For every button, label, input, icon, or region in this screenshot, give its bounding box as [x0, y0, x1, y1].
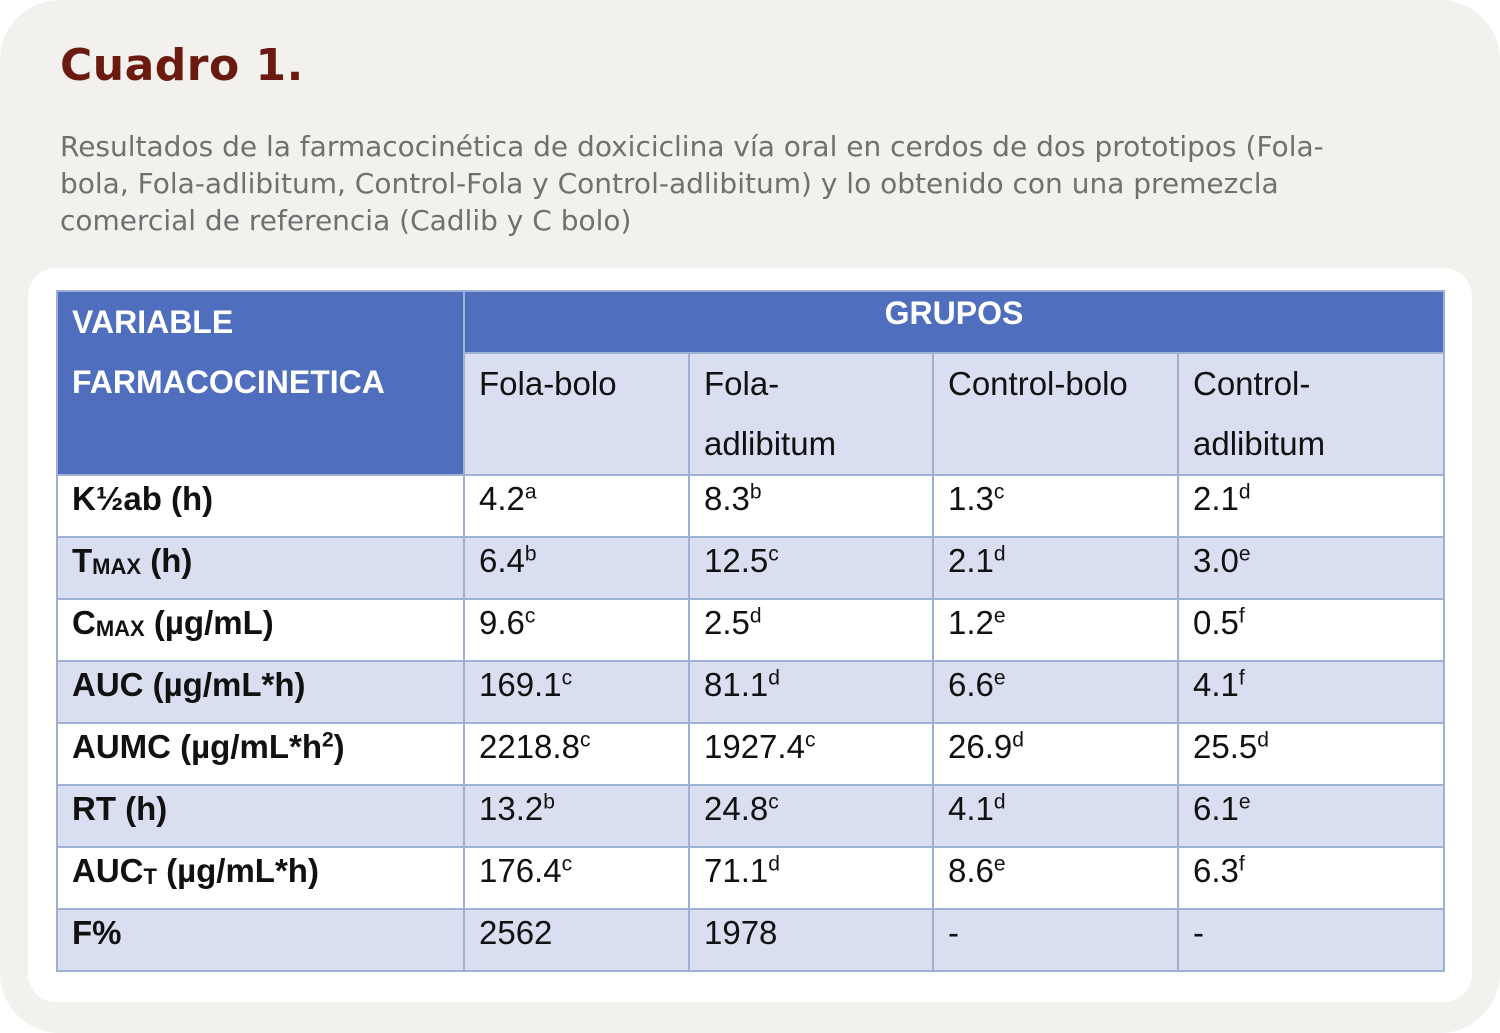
value: 6.3	[1193, 852, 1239, 889]
value-cell	[933, 537, 1178, 599]
value-cell	[689, 475, 933, 537]
value: 2.1	[948, 542, 994, 579]
significance-letter: f	[1238, 666, 1245, 690]
value: 25.5	[1193, 728, 1258, 765]
significance-letter: e	[1238, 542, 1251, 566]
group-header-fola-adlibitum	[689, 353, 933, 475]
value: 4.1	[948, 790, 994, 827]
variable-subscript: MAX	[95, 616, 145, 642]
value-cell	[464, 909, 689, 971]
significance-letter: d	[749, 604, 762, 628]
value-cell	[1178, 723, 1444, 785]
value-cell	[689, 599, 933, 661]
significance-letter: c	[768, 790, 779, 814]
value-cell	[1178, 909, 1444, 971]
significance-letter: c	[768, 542, 779, 566]
significance-letter: d	[768, 852, 780, 876]
table-row	[57, 909, 1444, 971]
value: 8.6	[948, 852, 994, 889]
variable-name: C	[72, 604, 96, 641]
variable-header-line2: FARMACOCINETICA	[72, 364, 385, 400]
value: 2.5	[704, 604, 750, 641]
significance-letter: f	[1238, 604, 1245, 628]
significance-letter: c	[579, 728, 591, 752]
significance-letter: d	[993, 790, 1006, 814]
group-header-control-adlibitum	[1178, 353, 1444, 475]
variable-header	[57, 291, 464, 475]
value-cell	[1178, 599, 1444, 661]
variable-subscript: MAX	[92, 554, 142, 580]
significance-letter: c	[993, 480, 1005, 504]
variable-cell	[57, 909, 464, 971]
significance-letter: d	[1257, 728, 1269, 752]
value-cell	[933, 661, 1178, 723]
value: 3.0	[1193, 542, 1239, 579]
significance-letter: f	[1238, 852, 1245, 876]
variable-cell	[57, 723, 464, 785]
variable-name: AUC	[72, 852, 144, 889]
value-cell	[689, 909, 933, 971]
variable-cell	[57, 599, 464, 661]
significance-letter: d	[993, 542, 1006, 566]
group-header-line1: Fola-bolo	[479, 365, 617, 402]
table-row	[57, 599, 1444, 661]
value-cell	[689, 537, 933, 599]
value: 81.1	[704, 666, 769, 703]
table-row	[57, 785, 1444, 847]
variable-name: F%	[72, 914, 122, 951]
variable-name: AUMC (µg/mL*h	[72, 728, 322, 765]
group-header-fola-bolo	[464, 353, 689, 475]
significance-letter: c	[561, 666, 573, 690]
value-cell	[464, 785, 689, 847]
value-cell	[464, 847, 689, 909]
value-cell	[464, 599, 689, 661]
value: 1927.4	[704, 728, 805, 765]
group-header-line2: adlibitum	[1193, 425, 1326, 462]
value-cell	[933, 723, 1178, 785]
value: 6.4	[479, 542, 525, 579]
value-cell	[1178, 475, 1444, 537]
table-body	[57, 475, 1444, 971]
value: 6.6	[948, 666, 994, 703]
table-caption: Resultados de la farmacocinética de doxiciclina vía oral en cerdos de dos prototipos (Fola-bola, Fola-adlibitum, Control-Fola y Control-adlibitum) y lo obtenido con una premezcla comercial de referencia (Cadlib y C bolo)	[60, 130, 1324, 237]
value: 1978	[704, 914, 778, 951]
group-header-line1: Control-bolo	[948, 365, 1128, 402]
variable-cell	[57, 661, 464, 723]
significance-letter: a	[524, 480, 537, 504]
value-cell	[464, 723, 689, 785]
variable-name: RT (h)	[72, 790, 168, 827]
value: 12.5	[704, 542, 769, 579]
value: 169.1	[479, 666, 562, 703]
group-header-line1: Fola-	[704, 365, 780, 402]
value: 0.5	[1193, 604, 1239, 641]
value-cell	[1178, 661, 1444, 723]
table-row	[57, 661, 1444, 723]
significance-letter: b	[749, 480, 762, 504]
significance-letter: c	[561, 852, 573, 876]
significance-letter: e	[993, 666, 1006, 690]
variable-cell	[57, 785, 464, 847]
value: -	[948, 914, 959, 951]
group-header-control-bolo	[933, 353, 1178, 475]
pharmacokinetics-table	[56, 290, 1445, 972]
value-cell	[464, 661, 689, 723]
variable-name: T	[72, 542, 93, 579]
value-cell	[933, 847, 1178, 909]
significance-letter: b	[543, 790, 555, 814]
table-title: Cuadro 1.	[60, 40, 304, 91]
variable-unit: (h)	[141, 542, 193, 579]
value: 1.3	[948, 480, 994, 517]
value-cell	[933, 475, 1178, 537]
variable-name: AUC (µg/mL*h)	[72, 666, 306, 703]
group-header-line1: Control-	[1193, 365, 1311, 402]
significance-letter: b	[524, 542, 537, 566]
value-cell	[464, 537, 689, 599]
variable-unit: (µg/mL)	[144, 604, 274, 641]
variable-superscript: 2	[321, 728, 334, 752]
group-header-line2: adlibitum	[704, 425, 837, 462]
variable-unit: (µg/mL*h)	[156, 852, 319, 889]
table-row	[57, 723, 1444, 785]
table-row	[57, 475, 1444, 537]
significance-letter: e	[1238, 790, 1251, 814]
value-cell	[689, 723, 933, 785]
value: 9.6	[479, 604, 525, 641]
groups-header: GRUPOS	[464, 291, 1444, 353]
value: 8.3	[704, 480, 750, 517]
value: 24.8	[704, 790, 769, 827]
value-cell	[689, 847, 933, 909]
significance-letter: c	[524, 604, 536, 628]
significance-letter: d	[1012, 728, 1024, 752]
value-cell	[689, 785, 933, 847]
value: 2218.8	[479, 728, 580, 765]
value-cell	[1178, 847, 1444, 909]
value-cell	[689, 661, 933, 723]
variable-subscript: T	[143, 864, 157, 890]
value-cell	[933, 909, 1178, 971]
value-cell	[1178, 785, 1444, 847]
variable-unit: )	[333, 728, 345, 765]
value: -	[1193, 914, 1204, 951]
value: 4.1	[1193, 666, 1239, 703]
value-cell	[1178, 537, 1444, 599]
value: 6.1	[1193, 790, 1239, 827]
significance-letter: c	[804, 728, 816, 752]
variable-header-line1: VARIABLE	[72, 304, 234, 340]
value: 4.2	[479, 480, 525, 517]
value: 2562	[479, 914, 553, 951]
value-cell	[933, 785, 1178, 847]
value: 13.2	[479, 790, 544, 827]
value: 26.9	[948, 728, 1013, 765]
variable-cell	[57, 847, 464, 909]
value: 2.1	[1193, 480, 1239, 517]
significance-letter: d	[768, 666, 780, 690]
table-row	[57, 537, 1444, 599]
variable-cell	[57, 475, 464, 537]
value-cell	[464, 475, 689, 537]
value-cell	[933, 599, 1178, 661]
value: 1.2	[948, 604, 994, 641]
table-row	[57, 847, 1444, 909]
significance-letter: e	[993, 852, 1006, 876]
significance-letter: d	[1238, 480, 1251, 504]
value: 71.1	[704, 852, 769, 889]
value: 176.4	[479, 852, 562, 889]
variable-cell	[57, 537, 464, 599]
significance-letter: e	[993, 604, 1006, 628]
variable-name: K½ab (h)	[72, 480, 214, 517]
